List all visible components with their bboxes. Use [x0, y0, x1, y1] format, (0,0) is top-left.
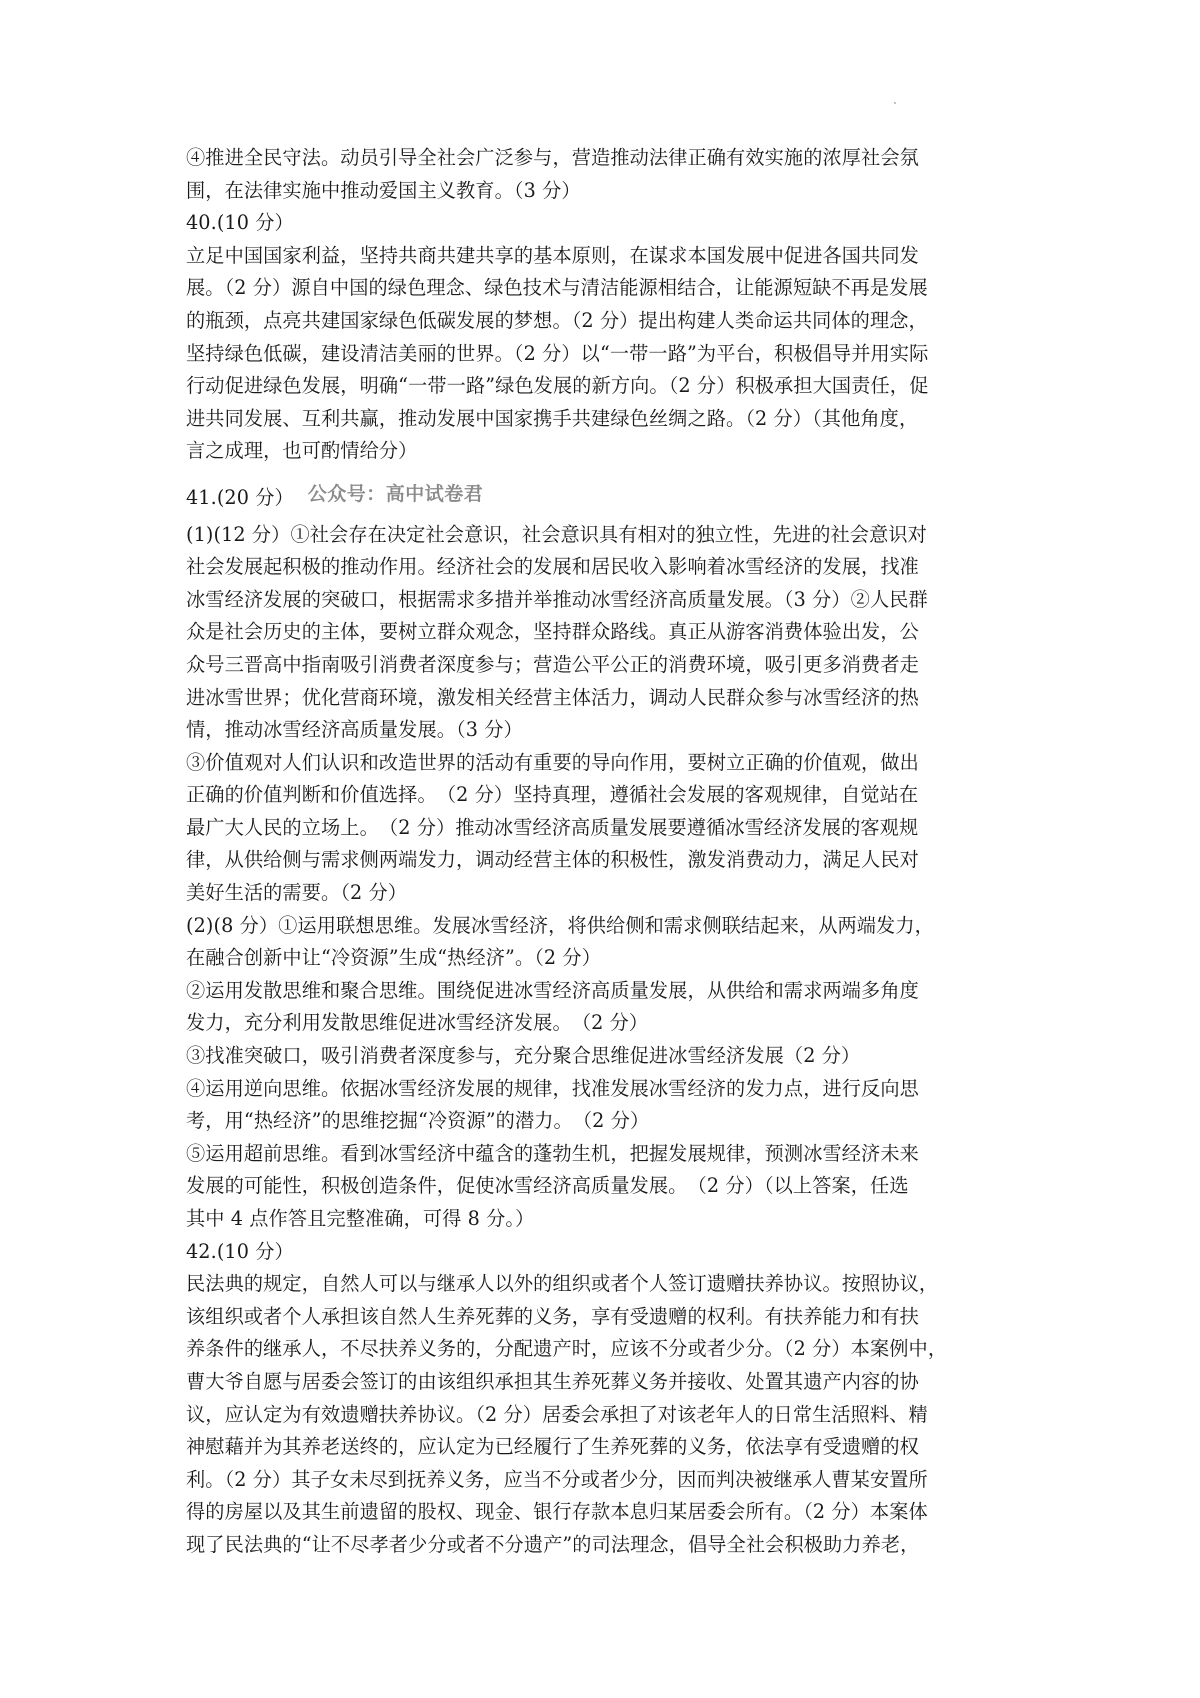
text-line: ③找准突破口，吸引消费者深度参与，充分聚合思维促进冰雪经济发展（2 分）	[186, 1044, 861, 1068]
question-41-heading: 41.(20 分）	[186, 485, 294, 509]
text-line: 律，从供给侧与需求侧两端发力，调动经营主体的积极性，激发消费动力，满足人民对	[186, 848, 919, 872]
text-line: ③价值观对人们认识和改造世界的活动有重要的导向作用，要树立正确的价值观，做出	[186, 750, 919, 774]
answer-document	[186, 142, 1028, 1562]
text-line: 进冰雪世界；优化营商环境，激发相关经营主体活力，调动人民群众参与冰雪经济的热	[186, 685, 919, 709]
text-line: 围，在法律实施中推动爱国主义教育。（3 分）	[186, 178, 581, 202]
text-line: (1)(12 分）①社会存在决定社会意识，社会意识具有相对的独立性，先进的社会意识对	[186, 522, 927, 546]
text-line: ⑤运用超前思维。看到冰雪经济中蕴含的蓬勃生机，把握发展规律，预测冰雪经济未来	[186, 1141, 919, 1165]
text-line: 进共同发展、互利共赢，推动发展中国家携手共建绿色丝绸之路。（2 分）（其他角度，	[186, 406, 919, 430]
watermark-label: 公众号：高中试卷君	[307, 482, 484, 505]
text-line: 言之成理，也可酌情给分）	[186, 439, 418, 463]
text-line: ④推进全民守法。动员引导全社会广泛参与，营造推动法律正确有效实施的浓厚社会氛	[186, 146, 919, 169]
text-line: 情，推动冰雪经济高质量发展。（3 分）	[186, 718, 523, 742]
text-line: 冰雪经济发展的突破口，根据需求多措并举推动冰雪经济高质量发展。（3 分）②人民群	[186, 587, 928, 611]
text-line: 展。（2 分）源自中国的绿色理念、绿色技术与清洁能源相结合，让能源短缺不再是发展	[186, 276, 928, 300]
text-line: 立足中国国家利益，坚持共商共建共享的基本原则，在谋求本国发展中促进各国共同发	[186, 243, 919, 267]
scan-speck	[894, 102, 896, 104]
text-line: 养条件的继承人，不尽扶养义务的，分配遗产时，应该不分或者少分。（2 分）本案例中，	[186, 1337, 948, 1361]
text-line: 40.(10 分）	[186, 211, 294, 235]
text-line: ②运用发散思维和聚合思维。围绕促进冰雪经济高质量发展，从供给和需求两端多角度	[186, 978, 919, 1002]
text-line: 利。（2 分）其子女未尽到抚养义务，应当不分或者少分，因而判决被继承人曹某安置所	[186, 1467, 928, 1491]
answer-block-39-40	[186, 142, 1028, 468]
text-line: 最广大人民的立场上。 （2 分）推动冰雪经济高质量发展要遵循冰雪经济发展的客观规	[186, 815, 919, 839]
text-line: 发展的可能性，积极创造条件，促使冰雪经济高质量发展。 （2 分）（以上答案，任选	[186, 1174, 909, 1198]
text-line: 其中 4 点作答且完整准确，可得 8 分。）	[186, 1207, 535, 1230]
text-line: 民法典的规定，自然人可以与继承人以外的组织或者个人签订遗赠扶养协议。按照协议，	[186, 1272, 939, 1296]
question-41-heading-line	[186, 482, 1028, 515]
text-line: 曹大爷自愿与居委会签订的由该组织承担其生养死葬义务并接收、处置其遗产内容的协	[186, 1369, 919, 1393]
text-line: ④运用逆向思维。依据冰雪经济发展的规律，找准发展冰雪经济的发力点，进行反向思	[186, 1076, 919, 1100]
text-line: 发力，充分利用发散思维促进冰雪经济发展。 （2 分）	[186, 1011, 649, 1035]
text-line: 42.(10 分）	[186, 1239, 294, 1263]
text-line: 神慰藉并为其养老送终的，应认定为已经履行了生养死葬的义务，依法享有受遗赠的权	[186, 1435, 919, 1459]
text-line: 众号三晋高中指南吸引消费者深度参与；营造公平公正的消费环境，吸引更多消费者走	[186, 652, 919, 676]
text-line: (2)(8 分）①运用联想思维。发展冰雪经济，将供给侧和需求侧联结起来，从两端发力，	[186, 913, 934, 937]
text-line: 坚持绿色低碳，建设清洁美丽的世界。（2 分）以“一带一路”为平台，积极倡导并用实际	[186, 341, 929, 365]
text-line: 社会发展起积极的推动作用。经济社会的发展和居民收入影响着冰雪经济的发展，找准	[186, 555, 919, 579]
text-line: 现了民法典的“让不尽孝者少分或者不分遗产”的司法理念，倡导全社会积极助力养老，	[186, 1532, 920, 1556]
text-line: 该组织或者个人承担该自然人生养死葬的义务，享有受遗赠的权利。有扶养能力和有扶	[186, 1304, 919, 1328]
text-line: 的瓶颈，点亮共建国家绿色低碳发展的梦想。（2 分）提出构建人类命运共同体的理念，	[186, 308, 928, 332]
paragraph-gap	[186, 468, 1028, 482]
answer-block-41-42	[186, 519, 1028, 1562]
text-line: 正确的价值判断和价值选择。 （2 分）坚持真理，遵循社会发展的客观规律，自觉站在	[186, 783, 919, 807]
text-line: 考，用“热经济”的思维挖掘“冷资源”的潜力。 （2 分）	[186, 1109, 650, 1133]
text-line: 美好生活的需要。（2 分）	[186, 881, 408, 905]
text-line: 在融合创新中让“冷资源”生成“热经济”。（2 分）	[186, 946, 602, 970]
text-line: 众是社会历史的主体，要树立群众观念，坚持群众路线。真正从游客消费体验出发，公	[186, 620, 919, 644]
text-line: 议，应认定为有效遗赠扶养协议。（2 分）居委会承担了对该老年人的日常生活照料、精	[186, 1402, 928, 1426]
text-line: 行动促进绿色发展，明确“一带一路”绿色发展的新方向。（2 分）积极承担大国责任，促	[186, 374, 929, 398]
text-line: 得的房屋以及其生前遗留的股权、现金、银行存款本息归某居委会所有。（2 分）本案体	[186, 1500, 928, 1524]
